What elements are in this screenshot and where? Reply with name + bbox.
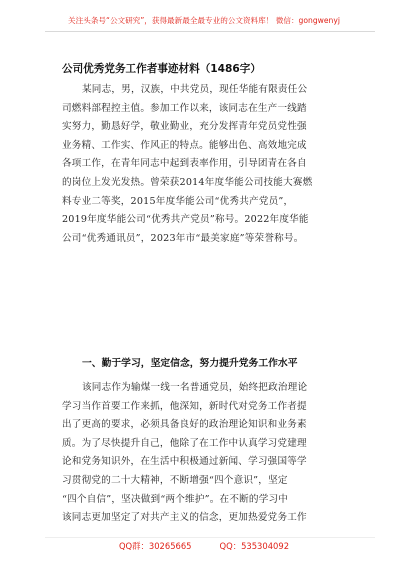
paragraph-line: 料专业二等奖，2015年度华能公司“优秀共产党员”， <box>62 195 294 207</box>
footer-qq: QQ：535304092 <box>219 541 290 551</box>
footer-divider <box>45 537 375 538</box>
paragraph-line: 2019年度华能公司“优秀共产党员”称号。2022年度华能 <box>62 214 309 226</box>
paragraph-line: 质。为了尽快提升自己，他除了在工作中认真学习党建理 <box>62 437 307 449</box>
document-title: 公司优秀党务工作者事迹材料（1486字） <box>62 63 261 75</box>
paragraph-line: 司燃料部程控主值。参加工作以来，该同志在生产一线踏 <box>62 102 307 114</box>
paragraph-line: 某同志，男，汉族，中共党员，现任华能有限责任公 <box>82 84 308 95</box>
header-banner: 关注头条号“公文研究”，获得最新最全最专业的公文资料库！ 微信：gongwenyj <box>68 16 340 25</box>
paragraph-line: 该同志作为输煤一线一名普通党员，始终把政治理论 <box>82 382 308 393</box>
paragraph-line: 出了更高的要求，必须具备良好的政治理论知识和业务素 <box>62 419 307 431</box>
header-divider <box>45 31 375 32</box>
paragraph-line: 学习当作首要工作来抓，他深知，新时代对党务工作者提 <box>62 400 307 412</box>
section-heading: 一、勤于学习，坚定信念，努力提升党务工作水平 <box>82 358 298 369</box>
section-paragraph <box>62 379 352 584</box>
paragraph-line: 的岗位上发光发热。曾荣获2014年度华能公司技能大赛燃 <box>62 176 313 188</box>
paragraph-line: 该同志更加坚定了对共产主义的信念，更加热爱党务工作 <box>62 512 307 524</box>
paragraph-line: 公司“优秀通讯员”，2023年市“最美家庭”等荣誉称号。 <box>62 232 304 244</box>
paragraph-line: 论和党务知识外，在生活中积极通过新闻、学习强国等学 <box>62 456 307 468</box>
paragraph-line: “四个自信”，坚决做到“两个维护”。在不断的学习中 <box>62 493 289 505</box>
intro-paragraph <box>62 81 352 248</box>
paragraph-line: 习贯彻党的二十大精神，不断增强“四个意识”，坚定 <box>62 474 288 486</box>
footer-contact <box>0 540 408 552</box>
paragraph-line: 实努力，勤恳好学，敬业勤业，充分发挥青年党员党性强 <box>62 121 307 133</box>
footer-qq-group: QQ群：30265665 <box>118 541 192 551</box>
paragraph-line: 各项工作，在青年同志中起到表率作用，引导团青在各自 <box>62 158 307 170</box>
paragraph-line: 业务精、工作实、作风正的特点。能够出色、高效地完成 <box>62 139 307 151</box>
